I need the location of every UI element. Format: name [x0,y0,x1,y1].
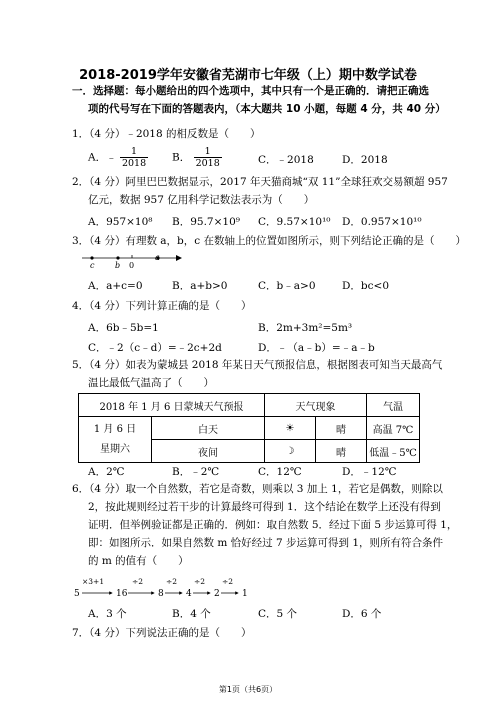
q5-line2: 温比最低气温高了（ ） [88,377,214,389]
q1-option-d: D．2018 [342,154,388,166]
q1-option-a-label: A． [88,151,107,164]
seq-op: ÷2 [222,577,234,586]
q1-option-b-numerator: 1 [194,146,222,158]
table-daytime: 白天 [152,417,265,440]
table-weekday: 星期六 [100,443,130,455]
table-low-temp: 低温﹣5℃ [367,440,420,463]
q2-option-c: C．9.57×10¹⁰ [258,216,331,228]
seq-value: 4 [186,589,192,599]
q1-option-b [172,146,222,169]
q6-option-a: A．3 个 [88,608,127,620]
seq-value: 8 [158,589,164,599]
q2-option-a: A．957×10⁸ [88,216,153,228]
section-heading-line2: 项的代号写在下面的答题表内，（本大题共 10 小题，每题 4 分，共 40 分） [88,103,446,115]
q6-line2: 2，按此规则经过若干步的计算最终可得到 1．这个结论在数学上还没有得到 [88,501,441,513]
point-b-dot [116,256,119,259]
number-line-arrow-icon [176,255,182,261]
seq-value: 16 [116,589,128,599]
q6-line1: 6．（4 分）取一个自然数，若它是奇数，则乘以 3 加上 1，若它是偶数，则除以 [72,483,443,495]
label-a: a [155,253,160,262]
weather-table [78,393,420,463]
q3-option-b: B．a+b>0 [172,280,228,292]
table-row [79,394,420,417]
q4-option-b: B．2m+3m²=5m³ [258,322,353,334]
q5-option-d: D．﹣12℃ [342,466,397,478]
q2-option-d: D．0.957×10¹⁰ [342,216,422,228]
q4-option-c: C．﹣2（c﹣d）=﹣2c+2d [88,342,222,354]
q1-option-a-fraction [120,146,148,169]
label-c: c [90,261,95,270]
seq-op: ÷2 [166,577,178,586]
q3-option-c: C．b﹣a>0 [258,280,316,292]
q4-option-a: A．6b﹣5b=1 [88,322,159,334]
q1-option-a-sign: ﹣ [106,151,117,164]
q2-line1: 2．（4 分）阿里巴巴数据显示，2017 年天猫商城“双 11”全球狂欢交易额超 957 [72,176,448,188]
table-date: 1 月 6 日 [93,423,137,435]
table-high-temp: 高温 7℃ [367,417,420,440]
q1-option-a-numerator: 1 [120,146,148,158]
label-zero: 0 [129,261,135,270]
q6-line5: 的 m 的值有（ ） [88,555,189,567]
table-night-weather: 晴 [316,440,367,463]
q3-option-a: A．a+c=0 [88,280,143,292]
q3-option-d: D．bc<0 [342,280,389,292]
q1-option-c: C．﹣2018 [258,154,314,166]
seq-value: 5 [74,589,80,599]
q1-option-a [88,146,148,169]
seq-value: 1 [242,589,248,599]
table-row [79,417,420,440]
q5-option-b: B．﹣2℃ [172,466,220,478]
q6-option-b: B．4 个 [172,608,211,620]
collatz-sequence-figure [72,574,272,600]
q6-option-d: D．6 个 [342,608,382,620]
page-footer: 第1页（共6页） [218,685,278,694]
q6-option-c: C．5 个 [258,608,298,620]
q6-line3: 证明．但举例验证都是正确的．例如：取自然数 5．经过下面 5 步运算可得 1， [88,519,458,531]
table-header-temperature: 气温 [367,394,420,417]
q1-option-a-denominator: 2018 [121,158,147,169]
q2-line2: 亿元，数据 957 亿用科学记数法表示为（ ） [88,194,315,206]
q1-option-b-fraction [194,146,222,169]
q7-stem: 7．（4 分）下列说法正确的是（ ） [72,627,252,639]
q3-stem: 3．（4 分）有理数 a，b，c 在数轴上的位置如图所示，则下列结论正确的是（ ） [72,235,466,247]
q1-option-b-denominator: 2018 [195,158,220,169]
q2-option-b: B．95.7×10⁹ [172,216,240,228]
seq-op: ÷2 [132,577,144,586]
q5-option-c: C．12℃ [258,466,302,478]
q1-option-b-label: B． [172,151,191,164]
label-b: b [115,261,121,270]
number-line-figure [80,252,190,272]
q5-line1: 5．（4 分）如表为蒙城县 2018 年某日天气预报信息，根据图表可知当天最高气 [72,359,443,371]
table-header-phenomenon: 天气现象 [265,394,367,417]
q4-option-d: D．﹣（a﹣b）=﹣a﹣b [258,342,375,354]
moon-icon: ☽ [265,440,316,463]
seq-op: ÷2 [194,577,206,586]
table-nighttime: 夜间 [152,440,265,463]
point-c-dot [90,256,93,259]
seq-op: ×3+1 [82,577,105,586]
q4-stem: 4．（4 分）下列计算正确的是（ ） [72,300,252,312]
q6-line4: 即：如图所示．如果自然数 m 恰好经过 7 步运算可得到 1，则所有符合条件 [88,537,444,549]
table-header-forecast: 2018 年 1 月 6 日蒙城天气预报 [79,394,265,417]
seq-value: 2 [214,589,220,599]
q5-option-a: A．2℃ [88,466,125,478]
table-date-cell [79,417,152,463]
sun-icon: ☀ [265,417,316,440]
table-day-weather: 晴 [316,417,367,440]
q1-stem: 1．（4 分）﹣2018 的相反数是（ ） [72,128,261,140]
section-heading-line1: 一．选择题：每小题给出的四个选项中，其中只有一个是正确的．请把正确选 [72,85,429,97]
page-title: 2018-2019学年安徽省芜湖市七年级（上）期中数学试卷 [79,68,417,83]
